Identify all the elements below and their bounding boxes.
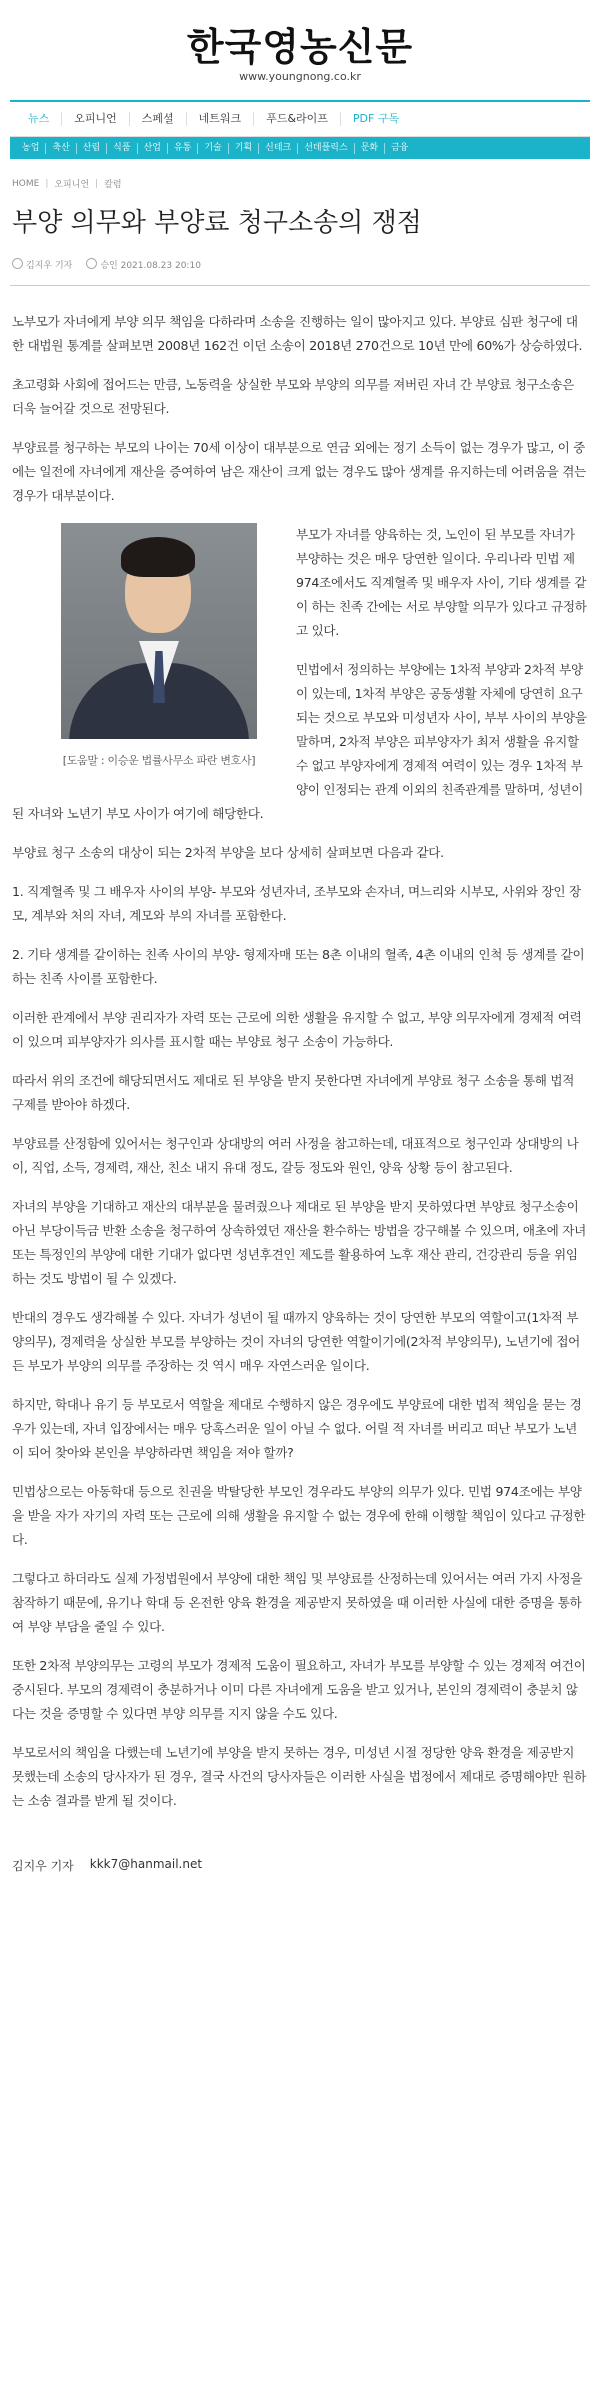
paragraph: 그렇다고 하더라도 실제 가정법원에서 부양에 대한 책임 및 부양료를 산정하는데 있어서는 여러 가지 사정을 참작하기 때문에, 유기나 학대 등 온전한 양육 환경을 제공받지 못하였을 때 이러한 사실에 대한 증명을 통하여 부양 부담을 줄일 수 있다.	[12, 1571, 583, 1634]
subnav-item[interactable]: 문화	[355, 143, 385, 154]
paragraph: 따라서 위의 조건에 해당되면서도 제대로 된 부양을 받지 못한다면 자녀에게 부양료 청구 소송을 통해 법적 구제를 받아야 하겠다.	[12, 1073, 575, 1112]
subnav-item[interactable]: 산업	[138, 143, 168, 154]
sub-nav	[10, 137, 590, 159]
paragraph: 초고령화 사회에 접어드는 만큼, 노동력을 상실한 부모와 부양의 의무를 져버린 자녀 간 부양료 청구소송은 더욱 늘어갈 것으로 전망된다.	[12, 377, 575, 416]
nav-news[interactable]: 뉴스	[16, 112, 62, 126]
article-body	[12, 310, 588, 1813]
paragraph: 2. 기타 생계를 같이하는 친족 사이의 부양- 형제자매 또는 8촌 이내의 혈족, 4촌 이내의 인척 등 생계를 같이하는 친족 사이를 포함한다.	[12, 947, 585, 986]
subnav-item[interactable]: 산림	[77, 143, 107, 154]
approved-info	[86, 258, 201, 271]
nav-special[interactable]: 스페셜	[130, 112, 187, 126]
nav-network[interactable]: 네트워크	[187, 112, 255, 126]
reporter-name: 김지우 기자	[26, 261, 73, 271]
subnav-item[interactable]: 금융	[391, 142, 409, 153]
byline-email[interactable]: kkk7@hanmail.net	[89, 1857, 203, 1871]
paragraph: 민법상으로는 아동학대 등으로 친권을 박탈당한 부모인 경우라도 부양의 의무가 있다. 민법 974조에는 부양을 받을 자가 자기의 자력 또는 근로에 의해 생활을 유지할 수 없는 경우에 한해 이행할 책임이 있다고 규정한다.	[12, 1484, 586, 1547]
site-logo[interactable]: 한국영농신문	[186, 24, 414, 69]
breadcrumb-opinion[interactable]: 오피니언	[54, 180, 90, 190]
paragraph: 자녀의 부양을 기대하고 재산의 대부분을 물려줬으나 제대로 된 부양을 받지 못하였다면 부양료 청구소송이 아닌 부당이득금 반환 소송을 청구하여 상속하였던 재산을 환수하는 방법을 강구해볼 수 있으며, 애초에 자녀 또는 특정인의 부양에 대한 기대가 없다면 성년후견인 제도를 활용하여 노후 재산 관리, 건강관리 등을 위임하는 것도 방법이 될 수 있겠다.	[12, 1199, 586, 1286]
subnav-item[interactable]: 신테크	[259, 143, 298, 154]
subnav-item[interactable]: 식품	[107, 143, 137, 154]
paragraph: 하지만, 학대나 유기 등 부모로서 역할을 제대로 수행하지 않은 경우에도 부양료에 대한 법적 책임을 묻는 경우가 있는데, 자녀 입장에서는 매우 당혹스러운 일이 아닐 수 없다. 어릴 적 자녀를 버리고 떠난 부모가 노년이 되어 찾아와 본인을 부양하라면 책임을 져야 할까?	[12, 1397, 582, 1460]
article-meta	[12, 258, 590, 271]
subnav-item[interactable]: 유통	[168, 143, 198, 154]
article-byline	[12, 1857, 588, 1874]
paragraph: 부모로서의 책임을 다했는데 노년기에 부양을 받지 못하는 경우, 미성년 시절 정당한 양육 환경을 제공받지 못했는데 소송의 당사자가 된 경우, 결국 사건의 당사자들은 이러한 사실을 법정에서 제대로 증명해야만 원하는 소송 결과를 받게 될 것이다.	[12, 1745, 586, 1808]
paragraph: 부양료 청구 소송의 대상이 되는 2차적 부양을 보다 상세히 살펴보면 다음과 같다.	[12, 845, 444, 860]
subnav-item[interactable]: 기획	[229, 143, 259, 154]
paragraph: 이러한 관계에서 부양 권리자가 자력 또는 근로에 의한 생활을 유지할 수 없고, 부양 의무자에게 경제적 여력이 있으며 피부양자가 의사를 표시할 때는 부양료 청구 소송이 가능하다.	[12, 1010, 582, 1049]
reporter-info	[12, 258, 72, 271]
nav-pdf-subscribe[interactable]: PDF 구독	[352, 112, 400, 125]
subnav-item[interactable]: 기술	[198, 143, 228, 154]
breadcrumb	[12, 177, 590, 190]
breadcrumb-home[interactable]: HOME	[12, 178, 40, 189]
subnav-item[interactable]: 선데플릭스	[298, 143, 354, 154]
clock-icon	[86, 258, 97, 269]
paragraph: 부양료를 산정함에 있어서는 청구인과 상대방의 여러 사정을 참고하는데, 대표적으로 청구인과 상대방의 나이, 직업, 소득, 경제력, 재산, 친소 내지 유대 정도, 갈등 정도와 원인, 양육 상황 등이 참고된다.	[12, 1136, 579, 1175]
breadcrumb-separator: |	[45, 178, 49, 189]
article-figure	[36, 523, 282, 773]
nav-opinion[interactable]: 오피니언	[62, 112, 130, 126]
paragraph: 민법에서 정의하는 부양에는 1차적 부양과 2차적 부양이 있는데, 1차적 부양은 공동생활 자체에 당연히 요구되는 것으로 부모와 미성년자 사이, 부부 사이의 부양을 말하며, 2차적 부양은 피부양자가 최저 생활을 유지할 수 없고 부양자에게 경제적 여력이 있는 경우 1차적 부양이 인정되는 관계 이외의 친족관계를 말하며, 성년이 된 자녀와 노년기 부모 사이가 여기에 해당한다.	[12, 662, 587, 821]
paragraph: 부양료를 청구하는 부모의 나이는 70세 이상이 대부분으로 연금 외에는 정기 소득이 없는 경우가 많고, 이 중에는 일전에 자녀에게 재산을 증여하여 남은 재산이 크게 없는 경우도 많아 생계를 유지하는데 어려움을 겪는 경우가 대부분이다.	[12, 440, 586, 503]
photo-caption: [도움말 : 이승운 법률사무소 파란 변호사]	[62, 754, 256, 767]
author-photo[interactable]	[61, 523, 257, 739]
byline-name: 김지우 기자	[12, 1859, 74, 1873]
site-url: www.youngnong.co.kr	[239, 70, 361, 83]
subnav-item[interactable]: 축산	[46, 143, 76, 154]
site-header	[0, 0, 600, 86]
paragraph: 노부모가 자녀에게 부양 의무 책임을 다하라며 소송을 진행하는 일이 많아지고 있다. 부양료 심판 청구에 대한 대법원 통계를 살펴보면 2008년 162건 이던 소송이 2018년 270건으로 10년 만에 60%가 상승하였다.	[12, 314, 583, 353]
article-title: 부양 의무와 부양료 청구소송의 쟁점	[12, 208, 422, 238]
user-icon	[12, 258, 23, 269]
subnav-item[interactable]: 농업	[16, 143, 46, 154]
nav-food-life[interactable]: 푸드&라이프	[254, 112, 341, 126]
approved-date: 승인 2021.08.23 20:10	[100, 261, 201, 271]
title-divider	[10, 285, 590, 286]
main-nav	[10, 100, 590, 137]
paragraph: 부모가 자녀를 양육하는 것, 노인이 된 부모를 자녀가 부양하는 것은 매우 당연한 일이다. 우리나라 민법 제974조에서도 직계혈족 및 배우자 사이, 기타 생계를 같이 하는 친족 간에는 서로 부양할 의무가 있다고 규정하고 있다.	[296, 527, 587, 638]
breadcrumb-separator: |	[95, 178, 99, 189]
paragraph: 반대의 경우도 생각해볼 수 있다. 자녀가 성년이 될 때까지 양육하는 것이 당연한 부모의 역할이고(1차적 부양의무), 경제력을 상실한 부모를 부양하는 것이 자녀의 당연한 역할이기에(2차적 부양의무), 노년기에 접어든 부모가 부양의 의무를 주장하는 것 역시 매우 자연스러운 일이다.	[12, 1310, 581, 1373]
paragraph: 1. 직계혈족 및 그 배우자 사이의 부양- 부모와 성년자녀, 조부모와 손자녀, 며느리와 시부모, 사위와 장인 장모, 계부와 처의 자녀, 계모와 부의 자녀를 포함한다.	[12, 884, 581, 923]
paragraph: 또한 2차적 부양의무는 고령의 부모가 경제적 도움이 필요하고, 자녀가 부모를 부양할 수 있는 경제적 여건이 중시된다. 부모의 경제력이 충분하거나 이미 다른 자녀에게 도움을 받고 있거나, 본인의 경제력이 충분치 않다는 것을 증명할 수 있다면 부양 의무를 지지 않을 수도 있다.	[12, 1658, 586, 1721]
photo-hair	[121, 537, 195, 577]
breadcrumb-column[interactable]: 칼럼	[104, 180, 122, 190]
